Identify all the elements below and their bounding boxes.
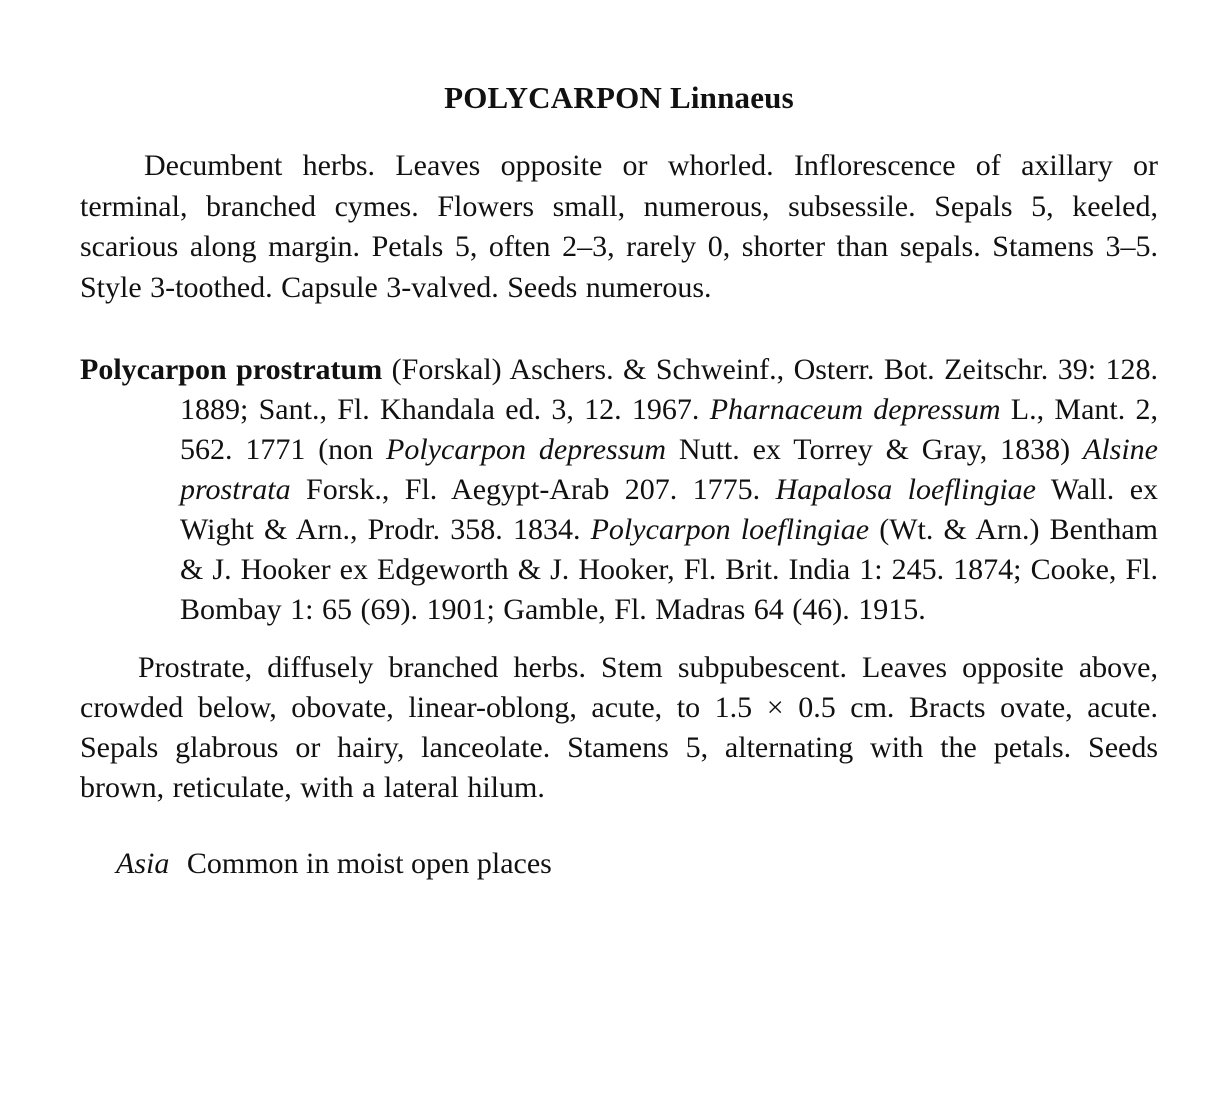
- synonym-3: Alsine prostrata: [180, 433, 1158, 506]
- synonym-4: Hapalosa loeflingiae: [775, 473, 1036, 506]
- genus-heading: [80, 78, 1158, 118]
- citation-part-2: L., Mant. 2, 562. 1771 (non: [180, 393, 1158, 466]
- species-citation-block: [80, 350, 1158, 630]
- genus-author: Linnaeus: [669, 80, 794, 115]
- citation-part-5: Wall. ex Wight & Arn., Prodr. 358. 1834.: [180, 473, 1159, 546]
- synonym-1: Pharnaceum depressum: [709, 393, 1001, 426]
- distribution-line: [80, 844, 1158, 884]
- distribution-region: Asia: [116, 847, 170, 880]
- citation-part-4: Forsk., Fl. Aegypt-Arab 207. 1775.: [290, 473, 776, 506]
- genus-name: POLYCARPON: [444, 80, 662, 115]
- species-description: Prostrate, diffusely branched herbs. Stem subpubescent. Leaves opposite above, crowded below, obovate, linear-oblong, acute, to 1.5 × 0.5 cm. Bracts ovate, acute. Sepals glabrous or hairy, lanceolate. Stamens 5, alternating with the petals. Seeds brown, reticulate, with a lateral hilum.: [80, 651, 1158, 804]
- citation-part-1: (Forskal) Aschers. & Schweinf., Osterr. Bot. Zeitschr. 39: 128. 1889; Sant., Fl. Khandala ed. 3, 12. 1967.: [180, 353, 1159, 426]
- citation-part-3: Nutt. ex Torrey & Gray, 1838): [666, 433, 1083, 466]
- distribution-note: Common in moist open places: [186, 847, 552, 880]
- genus-description: Decumbent herbs. Leaves opposite or whorled. Inflorescence of axillary or terminal, branched cymes. Flowers small, numerous, subsessile. Sepals 5, keeled, scarious along margin. Petals 5, often 2–3, rarely 0, shorter than sepals. Stamens 3–5. Style 3-toothed. Capsule 3-valved. Seeds numerous.: [80, 149, 1158, 304]
- citation-part-6: (Wt. & Arn.) Bentham & J. Hooker ex Edgeworth & J. Hooker, Fl. Brit. India 1: 245. 1874; Cooke, Fl. Bombay 1: 65 (69). 1901; Gamble, Fl. Madras 64 (46). 1915.: [180, 513, 1158, 626]
- document-page: [80, 78, 1158, 884]
- species-name: Polycarpon prostratum: [80, 353, 383, 386]
- synonym-5: Polycarpon loeflingiae: [590, 513, 870, 546]
- synonym-2: Polycarpon depressum: [386, 433, 667, 466]
